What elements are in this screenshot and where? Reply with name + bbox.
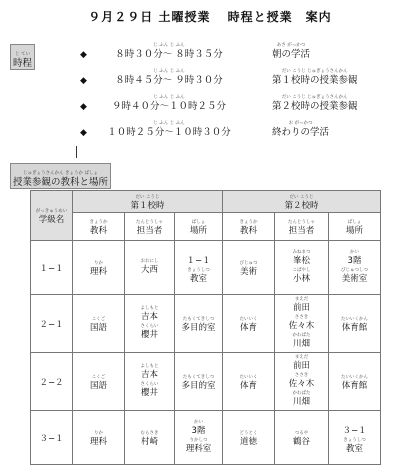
header-place: ばしょ 場所 [329,213,381,241]
schedule-time: じ ふん じ ふん ８時３０分〜 ８時３５分 [115,43,223,60]
class-name-cell: １−１ [31,241,73,295]
p1-place-cell: １−１ きょうしつ 教室 [175,241,223,295]
header-subject: きょうか 教科 [73,213,125,241]
header-subject: きょうか 教科 [223,213,275,241]
schedule-time: じ ふん じ ふん ９時４０分〜１０時２５分 [111,95,226,112]
table-row [31,241,381,295]
p1-teacher-cell: よしもと 吉本 さくらい 櫻井 [125,353,175,411]
title-subject: 時程と授業 案内 [227,10,332,24]
p1-subject-cell: こくご 国語 [73,295,125,353]
class-name-cell: ２−２ [31,353,73,411]
schedule-time: じ ふん じ ふん １０時２５分〜１０時３０分 [107,121,231,138]
p1-teacher-cell: おおにし 大西 [125,241,175,295]
p2-place-cell: たいいくかん 体育館 [329,295,381,353]
schedule-label-ruby: じ てい [15,52,30,57]
p1-teacher-cell: よしもと 吉本 さくらい 櫻井 [125,295,175,353]
header-period2: だい こうじ 第２校時 [223,191,381,213]
p2-teacher-cell: まえだ 前田 ささき 佐々木 かわばた 川畑 [275,295,329,353]
classes-label-text: 授業参観の教科と場所 [13,177,109,188]
diamond-bullet-icon: ◆ [80,75,87,86]
p2-teacher-cell: まえだ 前田 ささき 佐々木 かわばた 川畑 [275,353,329,411]
table-subheader-row [31,213,381,241]
p1-place-cell: たもくてきしつ 多目的室 [175,295,223,353]
schedule-row [80,96,358,112]
diamond-bullet-icon: ◆ [80,127,87,138]
schedule-row [80,70,358,86]
p1-subject-cell: こくご 国語 [73,353,125,411]
text-cursor-bar [76,146,77,158]
schedule-time: じ ふん じ ふん ８時４５分〜 ９時３０分 [115,69,223,86]
class-name-cell: ２−１ [31,295,73,353]
p2-place-cell: ３−１ きょうしつ 教室 [329,411,381,465]
header-teacher: たんとうしゃ 担当者 [125,213,175,241]
p2-place-cell: たいいくかん 体育館 [329,353,381,411]
p2-subject-cell: たいいく 体育 [223,295,275,353]
page-title [0,8,420,25]
p2-subject-cell: たいいく 体育 [223,353,275,411]
class-name-cell: ３−１ [31,411,73,465]
table-header-row [31,191,381,213]
classes-label-ruby: じゅぎょうさんかん きょうか ばしょ [23,171,98,176]
diamond-bullet-icon: ◆ [80,101,87,112]
p2-subject-cell: どうとく 道徳 [223,411,275,465]
class-schedule-table [30,190,381,465]
p2-teacher-cell: つるや 鶴谷 [275,411,329,465]
schedule-row [80,44,310,60]
header-period1: だい こうじ 第１校時 [73,191,223,213]
table-row [31,353,381,411]
diamond-bullet-icon: ◆ [80,49,87,60]
schedule-desc: だい こうじ じゅぎょうさんかん 第１校時の授業参観 [272,69,358,86]
table-row [31,295,381,353]
schedule-row [80,122,329,138]
p1-place-cell: たもくてきしつ 多目的室 [175,353,223,411]
schedule-desc: だい こうじ じゅぎょうさんかん 第２校時の授業参観 [272,95,358,112]
header-teacher: たんとうしゃ 担当者 [275,213,329,241]
title-date: ９月２９日 土曜授業 [88,10,211,24]
p1-teacher-cell: むらさき 村崎 [125,411,175,465]
schedule-desc: お がっかつ 終わりの学活 [272,121,330,138]
schedule-desc: あさ がっかつ 朝の学活 [272,43,311,60]
classes-section-label [10,163,111,189]
p1-subject-cell: りか 理科 [73,241,125,295]
p2-subject-cell: びじゅつ 美術 [223,241,275,295]
p1-subject-cell: りか 理科 [73,411,125,465]
p2-teacher-cell: みねまつ 峯松 こばやし 小林 [275,241,329,295]
p2-place-cell: かい 3階 びじゅつしつ 美術室 [329,241,381,295]
schedule-section-label [10,44,35,70]
table-row [31,411,381,465]
schedule-label-text: 時程 [13,58,33,69]
header-class-name: がっきゅうめい 学級名 [31,191,73,241]
p1-place-cell: かい 3階 りかしつ 理科室 [175,411,223,465]
header-place: ばしょ 場所 [175,213,223,241]
